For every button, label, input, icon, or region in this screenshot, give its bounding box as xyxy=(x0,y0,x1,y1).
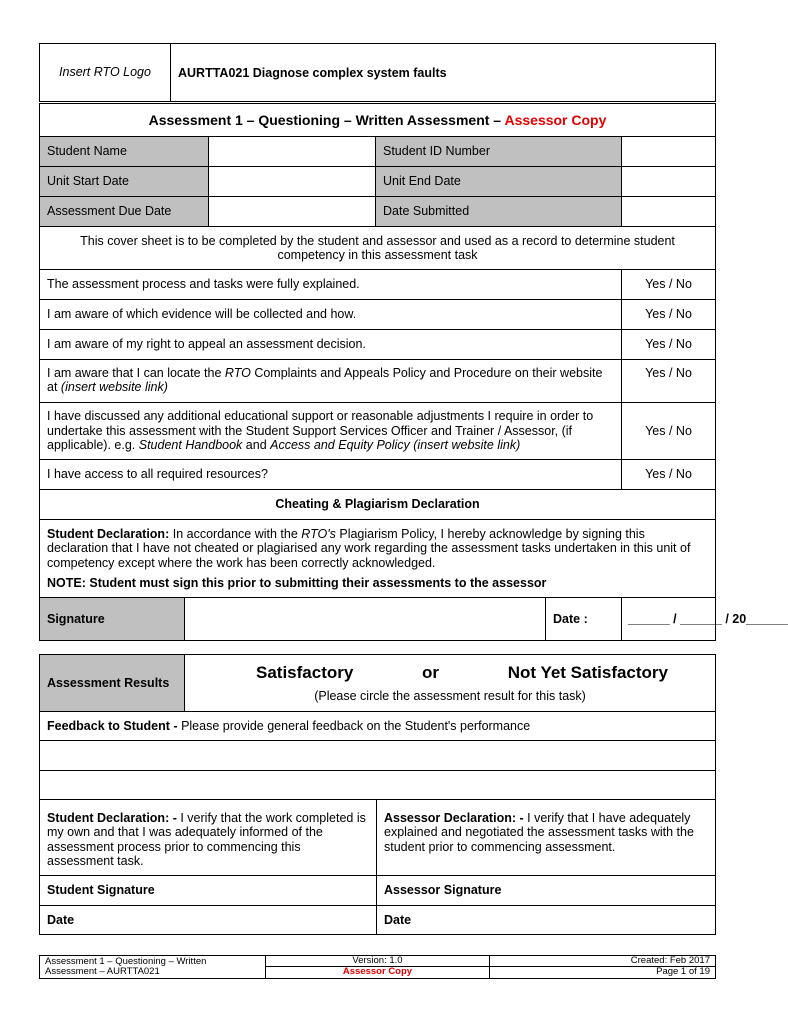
unit-end-field[interactable] xyxy=(622,167,716,197)
footer-doc-title-1: Assessment 1 – Questioning – Written xyxy=(45,955,207,967)
checklist-item-support xyxy=(40,403,622,460)
feedback-header xyxy=(40,712,716,741)
checklist-item-resources: I have access to all required resources? xyxy=(40,460,622,490)
assessment-title-main: Assessment 1 – Questioning – Written Assessment – xyxy=(148,111,502,128)
assessor-decl-text: I verify that I have adequately explained and negotiated the assessment tasks with the student prior to commencing assessment. xyxy=(384,811,694,854)
footer-table xyxy=(39,955,716,979)
date-submitted-label: Date Submitted xyxy=(376,197,622,227)
support-text: I have discussed any additional educational support or reasonable adjustments I require in order to undertake this assessment with the Student Support Services Officer and Trainer / Assessor, (if applicable). e.g. xyxy=(47,409,594,453)
declaration-text-b: Plagiarism Policy, I hereby acknowledge by signing this declaration that I have not cheated or plagiarised any work regarding the assessment tasks undertaken in this unit of competency except where the work has been correctly acknowledged. xyxy=(47,527,691,570)
yes-no-appeal[interactable]: Yes / No xyxy=(622,330,716,360)
feedback-text: Please provide general feedback on the Student's performance xyxy=(181,718,531,733)
unit-start-label: Unit Start Date xyxy=(40,167,209,197)
results-table xyxy=(39,654,716,935)
student-date-field[interactable]: Date xyxy=(40,906,377,935)
complaints-rto: RTO xyxy=(224,366,251,380)
circle-note: (Please circle the assessment result for this task) xyxy=(314,689,586,704)
signature-field[interactable] xyxy=(185,598,546,641)
yes-no-explained[interactable]: Yes / No xyxy=(622,270,716,300)
footer-page: Page 1 of 19 xyxy=(490,967,716,978)
due-date-field[interactable] xyxy=(209,197,376,227)
rto-logo-placeholder: Insert RTO Logo xyxy=(40,44,171,102)
footer-version: Version: 1.0 xyxy=(266,956,490,967)
footer-copy: Assessor Copy xyxy=(266,967,490,978)
date-label xyxy=(546,598,622,641)
checklist-item-evidence: I am aware of which evidence will be collected and how. xyxy=(40,300,622,330)
yes-no-evidence[interactable]: Yes / No xyxy=(622,300,716,330)
student-id-label: Student ID Number xyxy=(376,137,622,167)
student-id-field[interactable] xyxy=(622,137,716,167)
yes-no-support[interactable]: Yes / No xyxy=(622,403,716,460)
yes-no-complaints[interactable]: Yes / No xyxy=(622,360,716,403)
cheating-title: Cheating & Plagiarism Declaration xyxy=(40,490,716,520)
feedback-line-1[interactable] xyxy=(40,741,716,771)
student-name-field[interactable] xyxy=(209,137,376,167)
assessor-date-field[interactable]: Date xyxy=(377,906,716,935)
declaration-label: Student Declaration: xyxy=(47,527,170,541)
checklist-item-complaints xyxy=(40,360,622,403)
declaration-note: NOTE: Student must sign this prior to submitting their assessments to the assessor xyxy=(47,576,547,591)
declaration-rto: RTO's xyxy=(301,527,336,541)
yes-no-resources[interactable]: Yes / No xyxy=(622,460,716,490)
assessor-signature-field[interactable]: Assessor Signature xyxy=(377,876,716,906)
satisfactory-option[interactable]: Satisfactory xyxy=(256,662,354,682)
support-handbook: Student Handbook xyxy=(138,438,243,453)
date-blank-field[interactable]: ______ / ______ / 20______ xyxy=(622,598,716,641)
support-and: and xyxy=(245,438,267,453)
date-submitted-field[interactable] xyxy=(622,197,716,227)
unit-end-label: Unit End Date xyxy=(376,167,622,197)
checklist-item-appeal: I am aware of my right to appeal an assessment decision. xyxy=(40,330,622,360)
footer-created: Created: Feb 2017 xyxy=(490,956,716,967)
results-outcome xyxy=(185,655,716,712)
student-decl-text: I verify that the work completed is my own and that I was adequately informed of the assessment process prior to commencing this assessment task. xyxy=(47,811,366,869)
date-label-text: Date : xyxy=(553,611,588,626)
student-declaration-block xyxy=(40,520,716,598)
unit-start-field[interactable] xyxy=(209,167,376,197)
signature-label: Signature xyxy=(40,598,185,641)
student-declaration-result xyxy=(40,800,377,876)
not-yet-satisfactory-option[interactable]: Not Yet Satisfactory xyxy=(507,662,668,682)
assessor-declaration-result xyxy=(377,800,716,876)
assessment-title xyxy=(40,104,716,137)
declaration-text-a: In accordance with the xyxy=(172,527,298,541)
student-signature-field[interactable]: Student Signature xyxy=(40,876,377,906)
checklist-item-explained: The assessment process and tasks were fully explained. xyxy=(40,270,622,300)
assessor-decl-label: Assessor Declaration: - xyxy=(384,811,524,825)
complaints-text-b: Complaints and Appeals Policy and Procedure on their website at xyxy=(47,366,603,395)
feedback-line-2[interactable] xyxy=(40,771,716,800)
support-policy-link: Access and Equity Policy (insert website link) xyxy=(270,438,521,453)
complaints-website-link: (insert website link) xyxy=(60,380,168,395)
feedback-label: Feedback to Student - xyxy=(47,718,178,733)
or-text: or xyxy=(422,662,440,682)
student-name-label: Student Name xyxy=(40,137,209,167)
header-table xyxy=(39,43,716,102)
unit-title: AURTTA021 Diagnose complex system faults xyxy=(171,44,716,102)
complaints-text-a: I am aware that I can locate the xyxy=(47,366,222,380)
assessment-results-label: Assessment Results xyxy=(40,655,185,712)
assessor-copy-label: Assessor Copy xyxy=(504,111,607,128)
footer-doc-title xyxy=(40,956,266,979)
cover-intro: This cover sheet is to be completed by the student and assessor and used as a record to determine student competency in this assessment task xyxy=(40,227,716,270)
cover-sheet-table xyxy=(39,103,788,641)
footer-doc-title-2: Assessment – AURTTA021 xyxy=(45,965,160,977)
due-date-label: Assessment Due Date xyxy=(40,197,209,227)
student-decl-label: Student Declaration: - xyxy=(47,811,177,825)
